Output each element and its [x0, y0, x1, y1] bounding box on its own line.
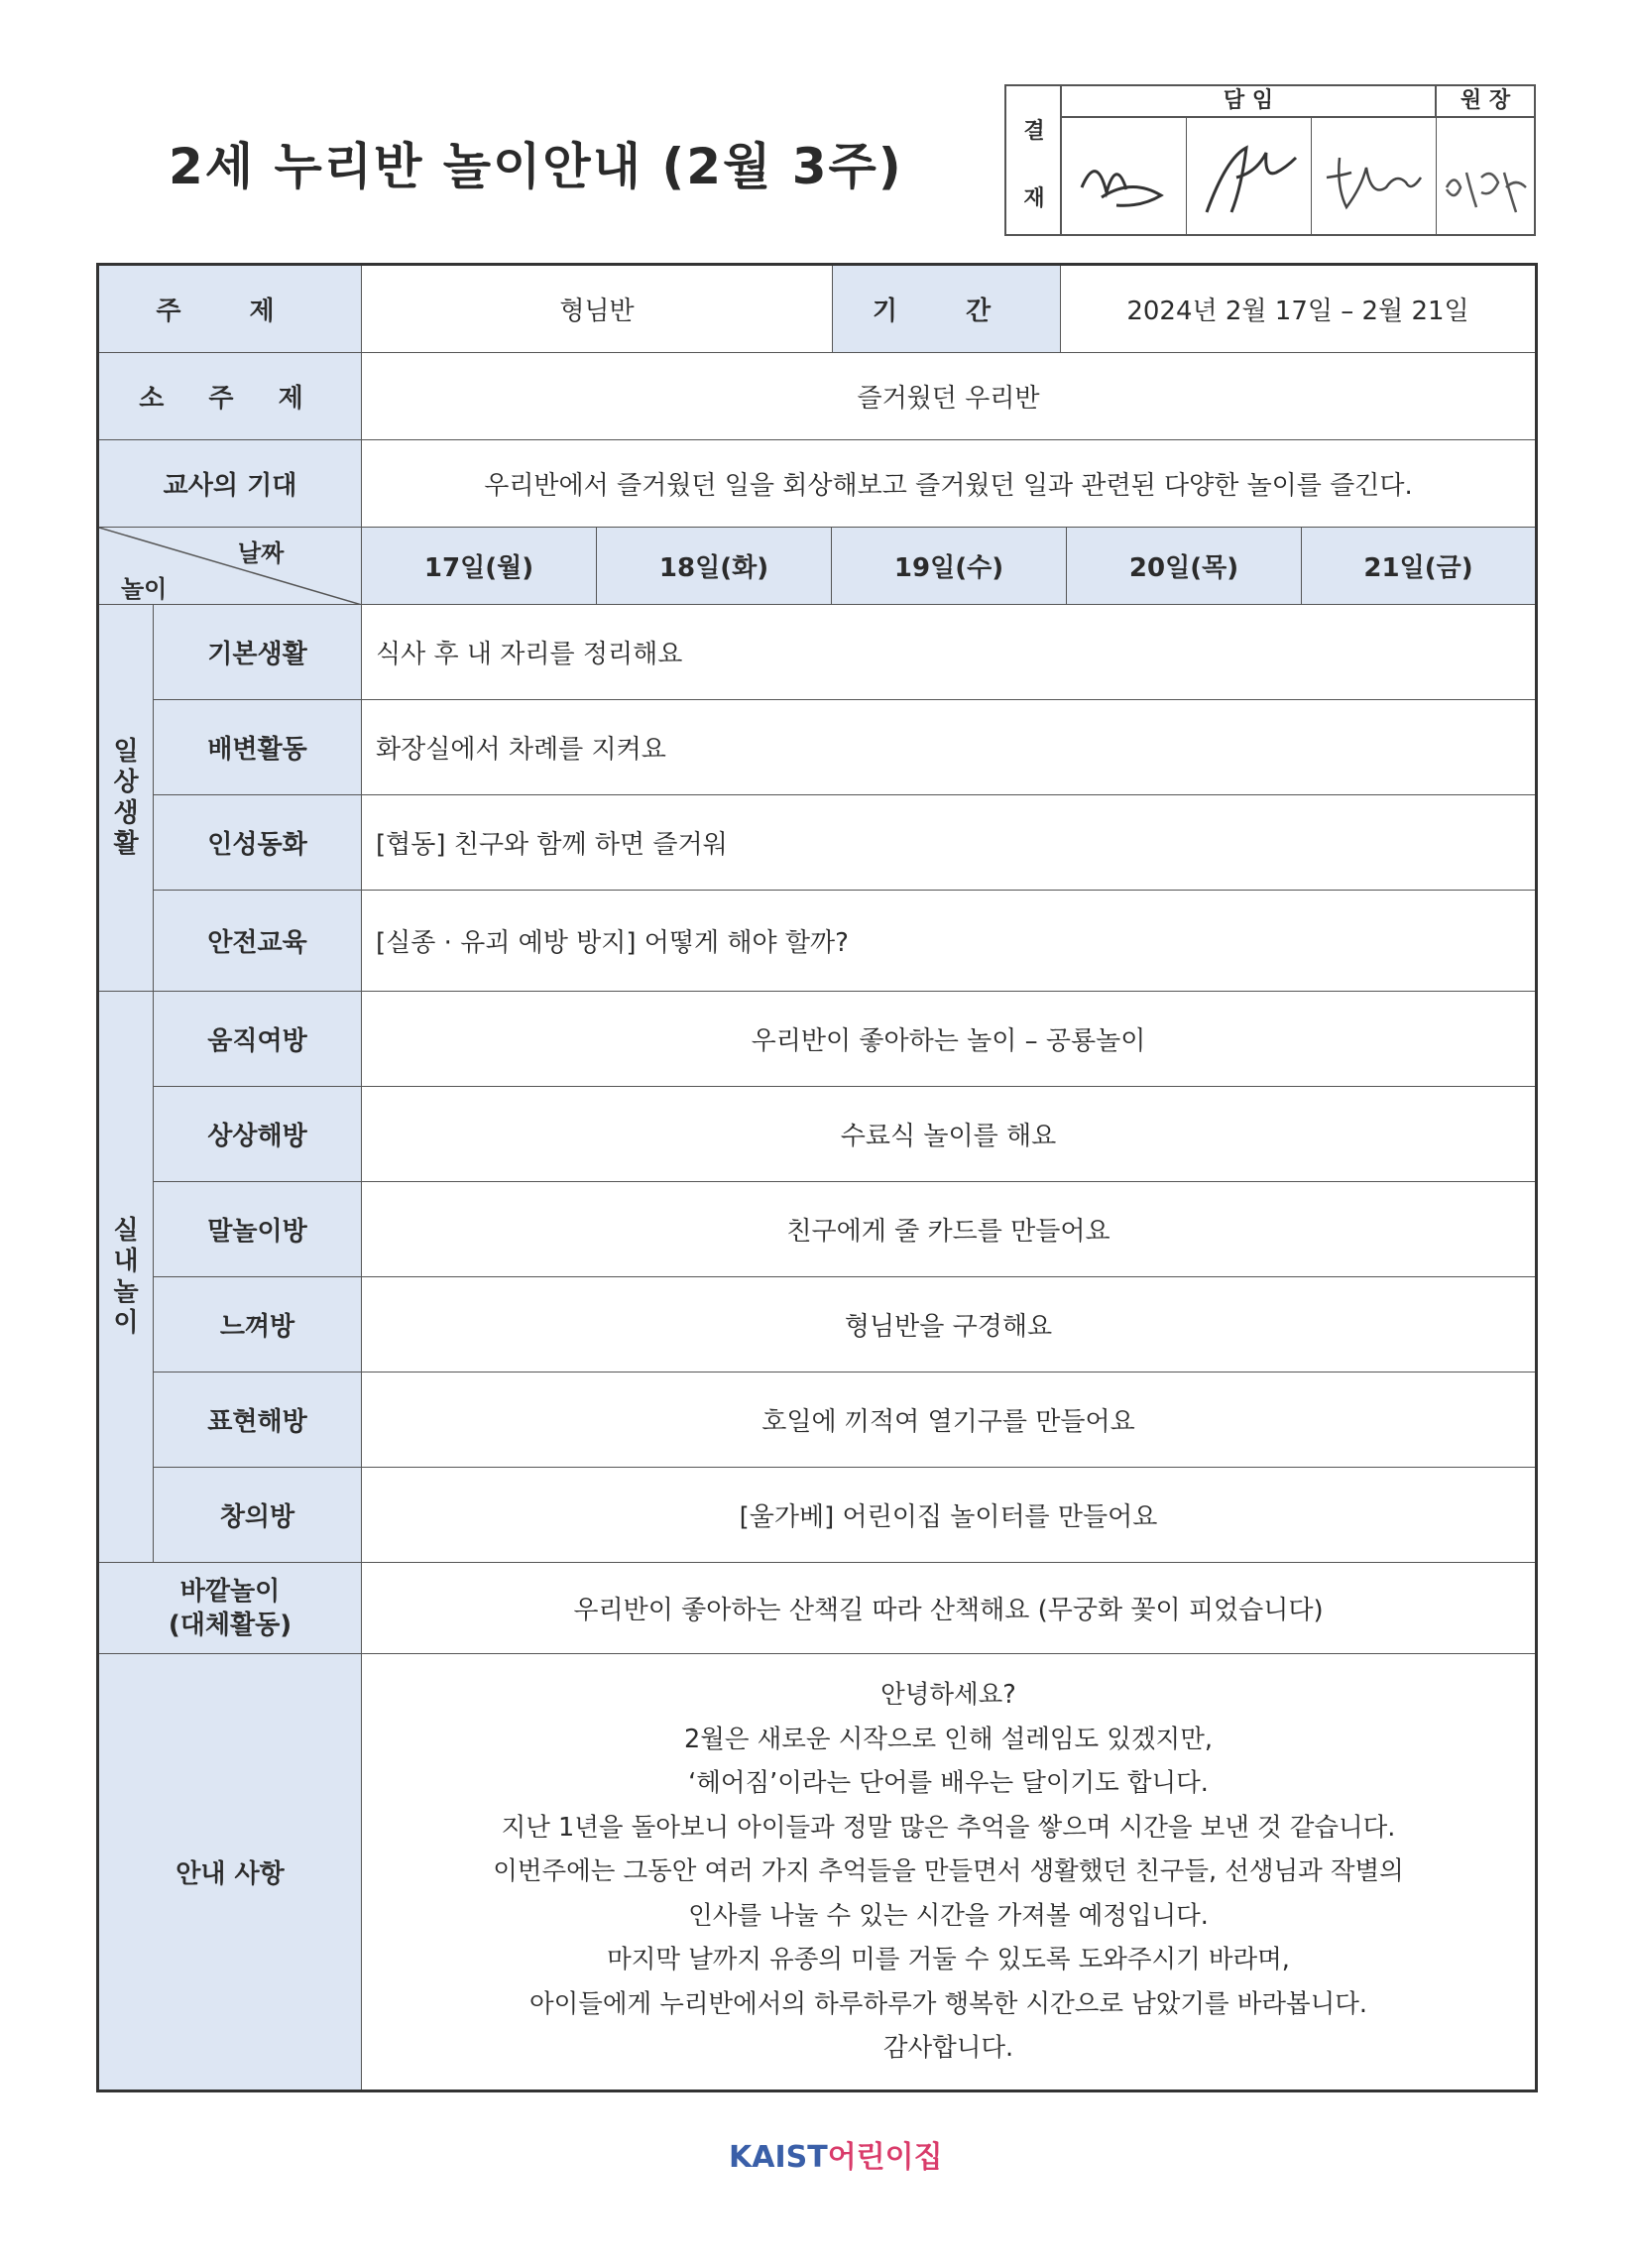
daily-row-name: 인성동화 — [154, 795, 362, 891]
theme-label: 주 제 — [99, 266, 362, 353]
daily-row-content: [실종 · 유괴 예방 방지] 어떻게 해야 할까? — [362, 891, 1535, 992]
indoor-row-content: 우리반이 좋아하는 놀이 – 공룡놀이 — [362, 992, 1535, 1087]
notice-line: 감사합니다. — [882, 2033, 1014, 2064]
indoor-row-name: 말놀이방 — [154, 1182, 362, 1277]
corner-cell — [99, 528, 362, 605]
indoor-row-content: 친구에게 줄 카드를 만들어요 — [362, 1182, 1535, 1277]
expect-value: 우리반에서 즐거웠던 일을 회상해보고 즐거웠던 일과 관련된 다양한 놀이를 즐긴다. — [362, 440, 1535, 528]
daily-life-group-label: 일 상 생 활 — [99, 605, 154, 992]
notice-line: 안녕하세요? — [880, 1680, 1016, 1711]
notice-label: 안내 사항 — [99, 1654, 362, 2089]
notice-line: ‘헤어짐’이라는 단어를 배우는 달이기도 합니다. — [688, 1768, 1209, 1799]
theme-value: 형님반 — [362, 266, 833, 353]
indoor-row-content: 호일에 끼적여 열기구를 만들어요 — [362, 1373, 1535, 1468]
teacher-header: 담 임 — [1062, 86, 1437, 118]
notice-line: 이번주에는 그동안 여러 가지 추억들을 만들면서 생활했던 친구들, 선생님과 작별의 — [493, 1856, 1404, 1887]
indoor-row-name: 창의방 — [154, 1468, 362, 1563]
day-header: 17일(월) — [362, 528, 597, 605]
day-header: 20일(목) — [1067, 528, 1302, 605]
period-value: 2024년 2월 17일 – 2월 21일 — [1061, 266, 1535, 353]
notice-line: 지난 1년을 돌아보니 아이들과 정말 많은 추억을 쌓으며 시간을 보낸 것 같습니다. — [501, 1812, 1396, 1843]
indoor-row-name: 표현해방 — [154, 1373, 362, 1468]
expect-label: 교사의 기대 — [99, 440, 362, 528]
teacher-signature-3 — [1312, 118, 1437, 234]
period-label: 기 간 — [833, 266, 1061, 353]
daily-row-name: 배변활동 — [154, 700, 362, 795]
kaist-daycare-logo: KAIST어린이집 — [729, 2140, 943, 2175]
day-header: 21일(금) — [1302, 528, 1535, 605]
approval-side-label: 결 재 — [1006, 86, 1062, 234]
notice-content — [362, 1654, 1535, 2089]
logo-name: 어린이집 — [827, 2140, 943, 2175]
notice-line: 마지막 날까지 유종의 미를 거둘 수 있도록 도와주시기 바라며, — [607, 1945, 1290, 1975]
daily-row-content: 식사 후 내 자리를 정리해요 — [362, 605, 1535, 700]
daily-row-content: 화장실에서 차례를 지켜요 — [362, 700, 1535, 795]
indoor-play-group-label: 실 내 놀 이 — [99, 992, 154, 1563]
corner-play-label: 놀이 — [121, 575, 168, 603]
daily-row-name: 기본생활 — [154, 605, 362, 700]
indoor-row-content: [울가베] 어린이집 놀이터를 만들어요 — [362, 1468, 1535, 1563]
teacher-signature-1 — [1062, 118, 1187, 234]
indoor-row-name: 느껴방 — [154, 1277, 362, 1373]
indoor-row-content: 형님반을 구경해요 — [362, 1277, 1535, 1373]
daily-row-content: [협동] 친구와 함께 하면 즐거워 — [362, 795, 1535, 891]
director-header: 원 장 — [1437, 86, 1534, 118]
day-header: 19일(수) — [832, 528, 1067, 605]
approval-box — [1004, 84, 1536, 236]
notice-line: 아이들에게 누리반에서의 하루하루가 행복한 시간으로 남았기를 바라봅니다. — [529, 1988, 1367, 2019]
outdoor-content: 우리반이 좋아하는 산책길 따라 산책해요 (무궁화 꽃이 피었습니다) — [362, 1563, 1535, 1654]
corner-date-label: 날짜 — [238, 539, 285, 567]
daily-row-name: 안전교육 — [154, 891, 362, 992]
teacher-signature-2 — [1187, 118, 1312, 234]
notice-line: 인사를 나눌 수 있는 시간을 가져볼 예정입니다. — [688, 1900, 1209, 1931]
page-title: 2세 누리반 놀이안내 (2월 3주) — [169, 138, 903, 195]
play-plan-table — [96, 263, 1538, 2092]
outdoor-label: 바깥놀이 (대체활동) — [99, 1563, 362, 1654]
subtheme-value: 즐거웠던 우리반 — [362, 353, 1535, 440]
day-header: 18일(화) — [597, 528, 832, 605]
notice-line: 2월은 새로운 시작으로 인해 설레임도 있겠지만, — [684, 1724, 1213, 1754]
subtheme-label: 소 주 제 — [99, 353, 362, 440]
indoor-row-name: 상상해방 — [154, 1087, 362, 1182]
director-signature — [1437, 118, 1534, 234]
indoor-row-name: 움직여방 — [154, 992, 362, 1087]
indoor-row-content: 수료식 놀이를 해요 — [362, 1087, 1535, 1182]
